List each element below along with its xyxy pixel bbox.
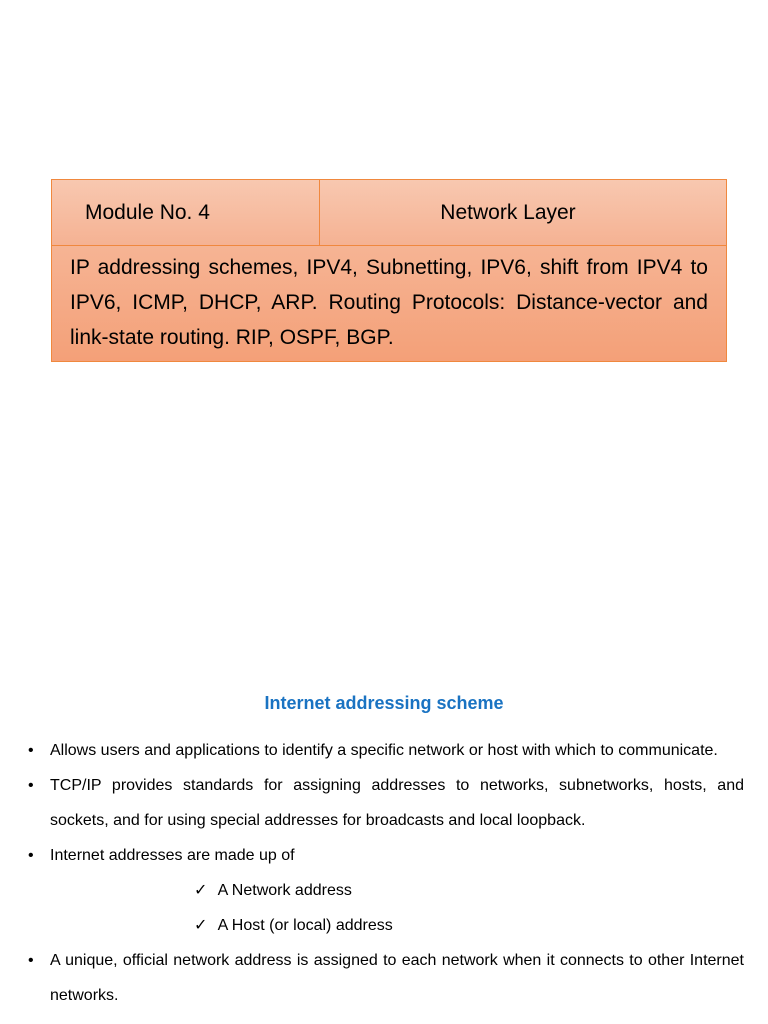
- bullet-icon: •: [28, 742, 34, 759]
- bullet-item: [24, 943, 744, 1013]
- bullet-item: [24, 838, 744, 873]
- checkmark-icon: ✓: [194, 882, 208, 899]
- bullet-text: Allows users and applications to identify a specific network or host with which to communicate.: [50, 742, 718, 759]
- bullet-text: A unique, official network address is assigned to each network when it connects to other Internet networks.: [50, 952, 744, 1004]
- bullet-text: Internet addresses are made up of: [50, 847, 295, 864]
- module-header-row: [52, 180, 726, 246]
- module-table: [51, 179, 727, 362]
- check-text: A Network address: [217, 882, 352, 899]
- bullet-icon: •: [28, 847, 34, 864]
- check-text: A Host (or local) address: [217, 917, 393, 934]
- check-item: [24, 908, 744, 943]
- module-title: Network Layer: [440, 200, 576, 224]
- module-number: Module No. 4: [52, 180, 320, 245]
- section-title: Internet addressing scheme: [264, 693, 504, 713]
- checkmark-icon: ✓: [194, 917, 208, 934]
- bullet-icon: •: [28, 777, 34, 794]
- bullet-icon: •: [28, 952, 34, 969]
- module-description: IP addressing schemes, IPV4, Subnetting, IPV6, shift from IPV4 to IPV6, ICMP, DHCP, ARP. Routing Protocols: Distance-vector and link-state routing. RIP, OSPF, BGP.: [52, 246, 726, 361]
- check-item: [24, 873, 744, 908]
- bullet-text: TCP/IP provides standards for assigning addresses to networks, subnetworks, hosts, and sockets, and for using special addresses for broadcasts and local loopback.: [50, 777, 744, 829]
- bullet-item: [24, 733, 744, 768]
- bullet-item: [24, 768, 744, 838]
- section-content: [24, 733, 744, 1013]
